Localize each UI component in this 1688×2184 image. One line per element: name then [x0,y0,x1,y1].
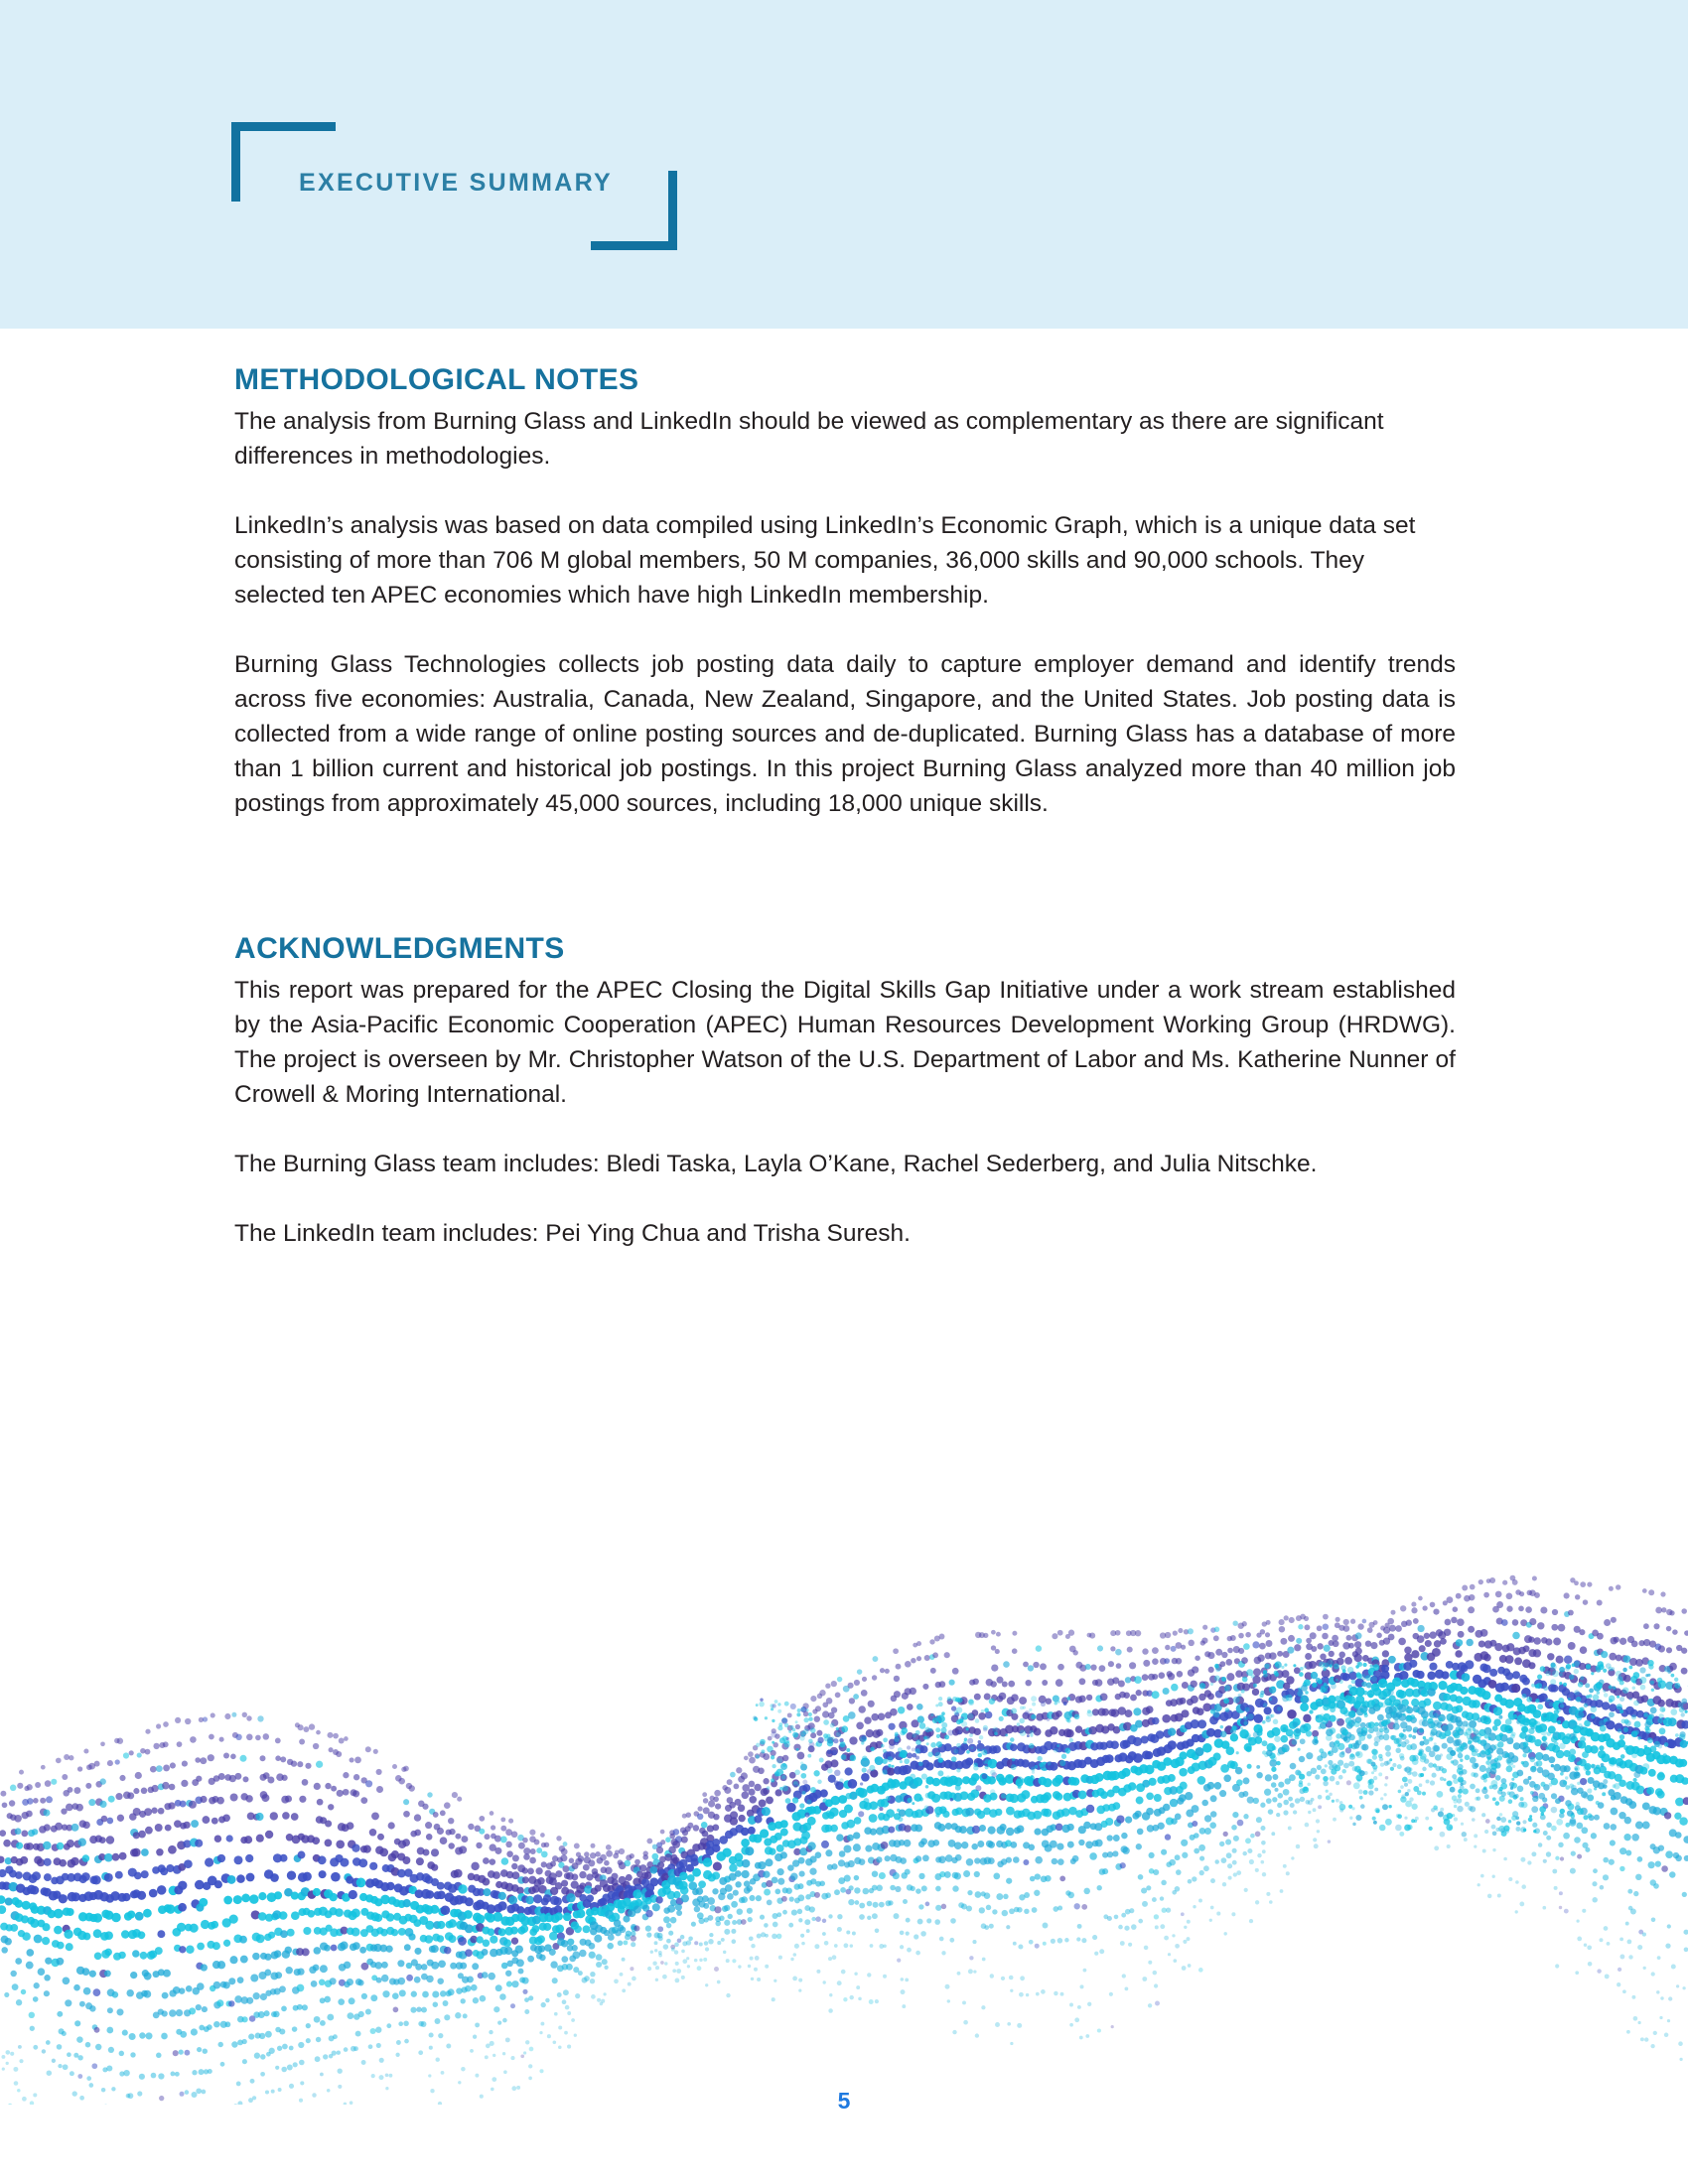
paragraph-spacer [234,1112,1456,1147]
paragraph-spacer [234,1181,1456,1216]
section-heading-acknowledgments: ACKNOWLEDGMENTS [234,932,565,965]
paragraph-spacer [234,474,1456,508]
paragraph-methodology-intro: The analysis from Burning Glass and LinkedIn should be viewed as complementary as there are significant differences in methodologies. [234,408,1384,470]
executive-summary-banner [0,0,1688,329]
section-acknowledgments [234,932,1456,1251]
paragraph-burning-glass-team: The Burning Glass team includes: Bledi Taska, Layla O’Kane, Rachel Sederberg, and Julia Nitschke. [234,1151,1318,1177]
page-title: EXECUTIVE SUMMARY [299,169,613,197]
paragraph-linkedin-analysis: LinkedIn’s analysis was based on data compiled using LinkedIn’s Economic Graph, which is a unique data set consisting of more than 706 M global members, 50 M companies, 36,000 skills and 90,000 schools. They selected ten APEC economies which have high LinkedIn membership. [234,512,1416,609]
dotted-wave-graphic [0,1489,1688,2105]
paragraph-spacer [234,613,1456,647]
document-content [234,363,1456,1251]
paragraph-linkedin-team: The LinkedIn team includes: Pei Ying Chua and Trisha Suresh. [234,1220,911,1247]
page-number: 5 [837,2088,851,2114]
section-spacer [234,821,1456,932]
section-methodological-notes [234,363,1456,821]
paragraph-burning-glass-analysis: Burning Glass Technologies collects job posting data daily to capture employer demand and identify trends across five economies: Australia, Canada, New Zealand, Singapore, and the United States. Job posting data is collected from a wide range of online posting sources and de-duplicated. Burning Glass has a database of more than 1 billion current and historical job postings. In this project Burning Glass analyzed more than 40 million job postings from approximately 45,000 sources, including 18,000 unique skills. [234,651,1456,817]
paragraph-acknowledgments-main: This report was prepared for the APEC Closing the Digital Skills Gap Initiative under a work stream established by the Asia-Pacific Economic Cooperation (APEC) Human Resources Development Working Group (HRDWG). The project is overseen by Mr. Christopher Watson of the U.S. Department of Labor and Ms. Katherine Nunner of Crowell & Moring International. [234,977,1456,1108]
section-heading-methodological-notes: METHODOLOGICAL NOTES [234,363,639,396]
